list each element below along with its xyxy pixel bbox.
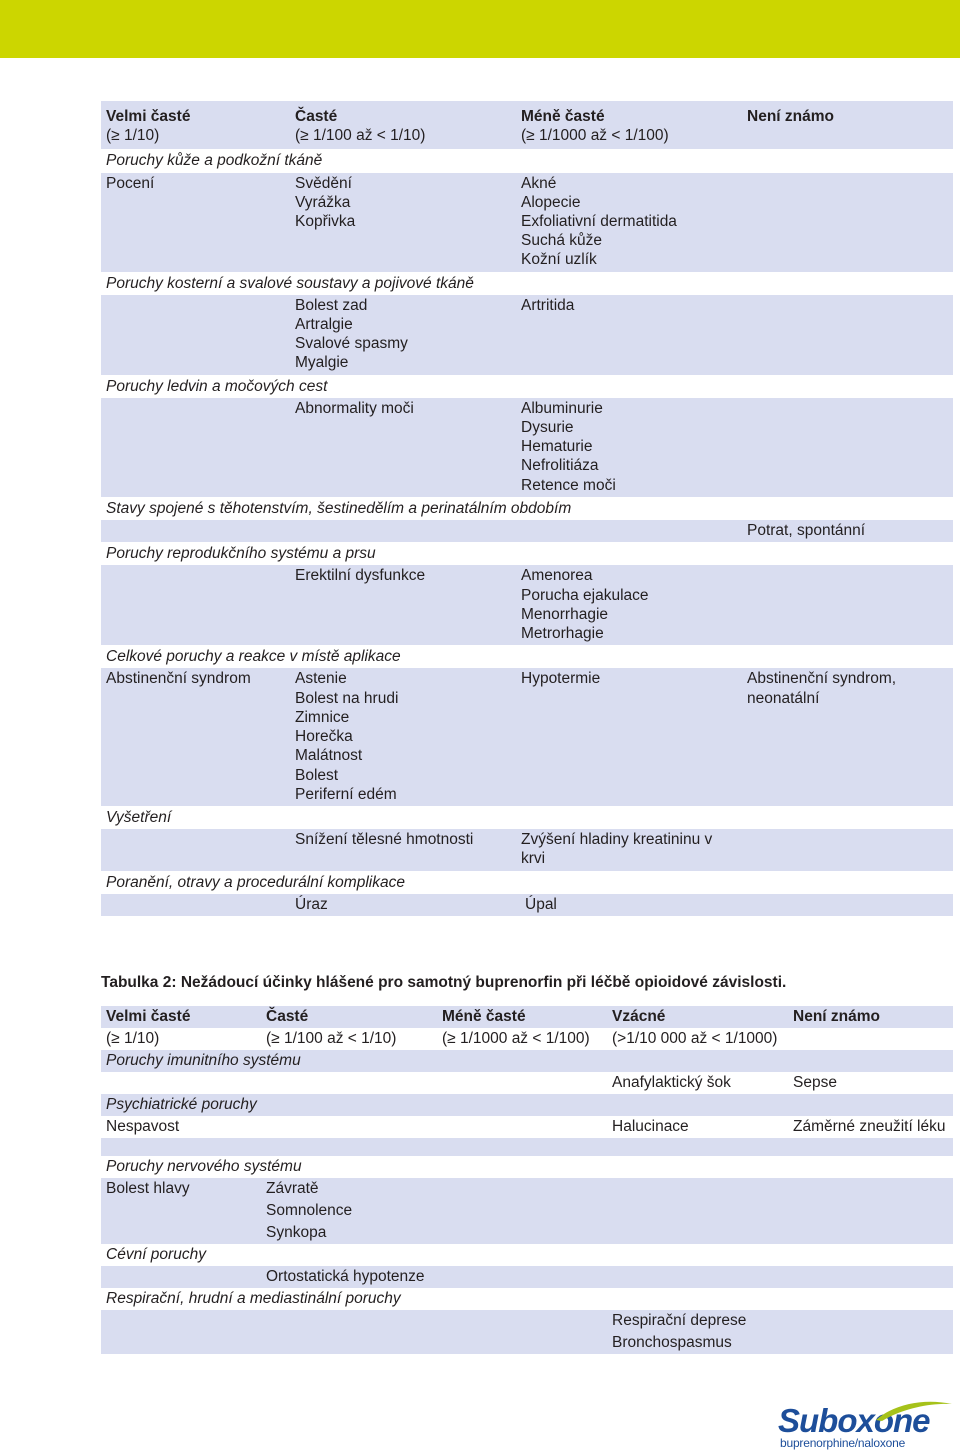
header-cell [788, 1028, 953, 1050]
table-cell [788, 1310, 953, 1354]
table-cell [101, 398, 290, 497]
spacer-row [101, 1138, 953, 1156]
table-cell [742, 829, 953, 870]
table-cell: Albuminurie Dysurie Hematurie Nefrolitiáza Retence moči [516, 398, 742, 497]
table-row [101, 1266, 953, 1288]
table-cell: Svědění Vyrážka Kopřivka [290, 173, 516, 272]
header-cell: Není známo [742, 101, 953, 149]
header-cell: (≥ 1/100 až < 1/10) [261, 1028, 437, 1050]
table-2-caption: Tabulka 2: Nežádoucí účinky hlášené pro samotný buprenorfin při léčbě opioidové závislosti. [101, 974, 787, 991]
table-cell [742, 295, 953, 375]
table-cell [742, 398, 953, 497]
category-row [101, 149, 953, 172]
category-label: Psychiatrické poruchy [101, 1094, 953, 1116]
category-label: Vyšetření [101, 806, 953, 829]
table-cell [101, 520, 290, 542]
table-row [101, 565, 953, 645]
table-cell [101, 1310, 261, 1354]
category-label: Poruchy imunitního systému [101, 1050, 953, 1072]
category-label: Poranění, otravy a procedurální komplikace [101, 871, 953, 894]
table-cell: Abnormality moči [290, 398, 516, 497]
header-cell: Vzácné [607, 1006, 788, 1028]
table-cell: Úraz [290, 894, 516, 916]
table-cell [437, 1178, 607, 1244]
table-row [101, 829, 953, 870]
logo-subline: buprenorphine/naloxone [780, 1436, 906, 1450]
header-cell: Časté [261, 1006, 437, 1028]
table-cell: Úpal [516, 894, 742, 916]
logo-wordmark: Suboxone [778, 1402, 930, 1439]
table-cell [290, 520, 516, 542]
table-cell: Záměrné zneužití léku [788, 1116, 953, 1138]
table-cell: Hypotermie [516, 668, 742, 805]
table-cell [261, 1072, 437, 1094]
header-cell: (≥ 1/1000 až < 1/100) [437, 1028, 607, 1050]
category-label: Poruchy nervového systému [101, 1156, 953, 1178]
table-cell [101, 1266, 261, 1288]
table-cell: Zvýšení hladiny kreatininu v krvi [516, 829, 742, 870]
table-cell: Astenie Bolest na hrudi Zimnice Horečka Malátnost Bolest Periferní edém [290, 668, 516, 805]
table-cell [101, 894, 290, 916]
category-row [101, 497, 953, 520]
category-label: Poruchy reprodukčního systému a prsu [101, 542, 953, 565]
adverse-effects-table-1 [101, 101, 953, 916]
category-row [101, 1244, 953, 1266]
table-row [101, 1310, 953, 1354]
header-cell: Časté (≥ 1/100 až < 1/10) [290, 101, 516, 149]
table-cell: Amenorea Porucha ejakulace Menorrhagie Metrorhagie [516, 565, 742, 645]
category-row [101, 1156, 953, 1178]
table-cell [742, 173, 953, 272]
table-row [101, 668, 953, 805]
table-cell: Bolest zad Artralgie Svalové spasmy Myalgie [290, 295, 516, 375]
table-cell [742, 894, 953, 916]
table-cell [788, 1178, 953, 1244]
category-row [101, 871, 953, 894]
table-row [101, 1072, 953, 1094]
table-header-row [101, 101, 953, 149]
table-cell: Akné Alopecie Exfoliativní dermatitida Suchá kůže Kožní uzlík [516, 173, 742, 272]
table-row [101, 1116, 953, 1138]
table-cell [607, 1178, 788, 1244]
table-row [101, 520, 953, 542]
category-row [101, 272, 953, 295]
table-cell: Sepse [788, 1072, 953, 1094]
table-cell [101, 565, 290, 645]
table-cell: Ortostatická hypotenze [261, 1266, 437, 1288]
category-row [101, 1050, 953, 1072]
header-cell: (>1/10 000 až < 1/1000) [607, 1028, 788, 1050]
category-row [101, 1094, 953, 1116]
table-cell: Snížení tělesné hmotnosti [290, 829, 516, 870]
table-cell [607, 1266, 788, 1288]
table-cell: Potrat, spontánní [742, 520, 953, 542]
category-label: Respirační, hrudní a mediastinální poruchy [101, 1288, 953, 1310]
table-cell [516, 520, 742, 542]
table-cell: Anafylaktický šok [607, 1072, 788, 1094]
header-cell: (≥ 1/10) [101, 1028, 261, 1050]
table-cell [261, 1310, 437, 1354]
logo-swoosh-icon [874, 1400, 954, 1422]
table-cell [261, 1116, 437, 1138]
table-cell [437, 1266, 607, 1288]
table-cell: Bolest hlavy [101, 1178, 261, 1244]
table-cell: Halucinace [607, 1116, 788, 1138]
category-label: Poruchy kůže a podkožní tkáně [101, 149, 953, 172]
adverse-effects-table-2 [101, 1006, 953, 1354]
table-cell [742, 565, 953, 645]
table-cell [437, 1116, 607, 1138]
table-row [101, 1178, 953, 1244]
table-cell: Nespavost [101, 1116, 261, 1138]
table-header-row [101, 1028, 953, 1050]
table-cell: Erektilní dysfunkce [290, 565, 516, 645]
table-cell [788, 1266, 953, 1288]
table-cell [437, 1310, 607, 1354]
suboxone-logo [778, 1400, 954, 1450]
header-cell: Méně časté (≥ 1/1000 až < 1/100) [516, 101, 742, 149]
header-cell: Méně časté [437, 1006, 607, 1028]
table-cell: Artritida [516, 295, 742, 375]
table-cell [437, 1072, 607, 1094]
brand-color-bar [0, 0, 960, 58]
table-cell [101, 829, 290, 870]
table-cell [101, 295, 290, 375]
category-label: Stavy spojené s těhotenstvím, šestinedělím a perinatálním obdobím [101, 497, 953, 520]
header-cell: Velmi časté [101, 1006, 261, 1028]
table-row [101, 894, 953, 916]
table-cell: Abstinenční syndrom, neonatální [742, 668, 953, 805]
category-label: Poruchy ledvin a močových cest [101, 375, 953, 398]
category-row [101, 806, 953, 829]
table-row [101, 398, 953, 497]
category-row [101, 542, 953, 565]
category-label: Cévní poruchy [101, 1244, 953, 1266]
table-cell: Respirační deprese Bronchospasmus [607, 1310, 788, 1354]
category-row [101, 375, 953, 398]
table-cell [101, 1072, 261, 1094]
header-cell: Velmi časté (≥ 1/10) [101, 101, 290, 149]
header-cell: Není známo [788, 1006, 953, 1028]
table-header-row [101, 1006, 953, 1028]
category-label: Celkové poruchy a reakce v místě aplikace [101, 645, 953, 668]
category-row [101, 645, 953, 668]
table-cell: Abstinenční syndrom [101, 668, 290, 805]
category-row [101, 1288, 953, 1310]
table-row [101, 295, 953, 375]
category-label: Poruchy kosterní a svalové soustavy a pojivové tkáně [101, 272, 953, 295]
table-cell: Závratě Somnolence Synkopa [261, 1178, 437, 1244]
table-cell: Pocení [101, 173, 290, 272]
table-row [101, 173, 953, 272]
